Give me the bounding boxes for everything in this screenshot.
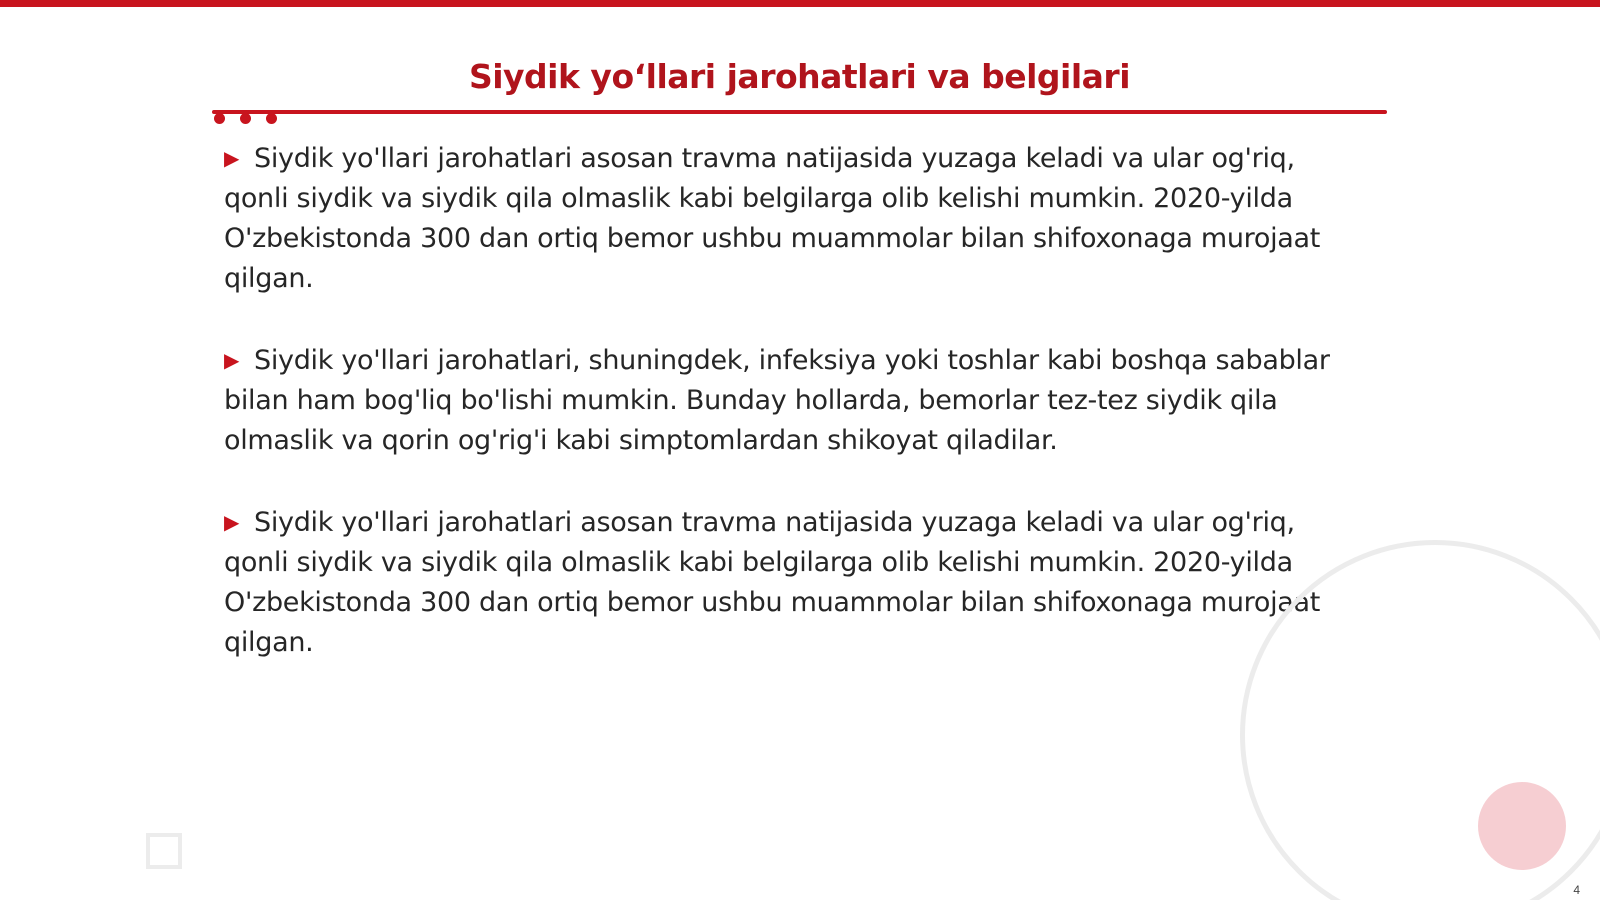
top-accent-bar	[0, 0, 1600, 7]
decorative-circle	[1478, 782, 1566, 870]
bullet-item	[224, 138, 1354, 299]
title-underline	[212, 110, 1387, 114]
decorative-dot	[266, 113, 277, 124]
bullet-item	[224, 502, 1354, 663]
bullet-text: Siydik yo'llari jarohatlari, shuningdek, infeksiya yoki toshlar kabi boshqa sabablar bilan ham bog'liq bo'lishi mumkin. Bunday hollarda, bemorlar tez-tez siydik qila olmaslik va qorin og'rig'i kabi simptomlardan shikoyat qiladilar.	[224, 345, 1330, 456]
decorative-dot	[214, 113, 225, 124]
bullet-arrow-icon: ▶	[224, 146, 240, 170]
bullet-list	[224, 138, 1354, 704]
decorative-dot	[240, 113, 251, 124]
slide-title: Siydik yo‘llari jarohatlari va belgilari	[468, 57, 1131, 96]
bullet-text: Siydik yo'llari jarohatlari asosan travma natijasida yuzaga keladi va ular og'riq, qonli siydik va siydik qila olmaslik kabi belgilarga olib kelishi mumkin. 2020-yilda O'zbekistonda 300 dan ortiq bemor ushbu muammolar bilan shifoxonaga murojaat qilgan.	[224, 143, 1321, 294]
bullet-arrow-icon: ▶	[224, 348, 240, 372]
bullet-text: Siydik yo'llari jarohatlari asosan travma natijasida yuzaga keladi va ular og'riq, qonli siydik va siydik qila olmaslik kabi belgilarga olib kelishi mumkin. 2020-yilda O'zbekistonda 300 dan ortiq bemor ushbu muammolar bilan shifoxonaga murojaat qilgan.	[224, 507, 1321, 658]
page-number: 4	[1573, 883, 1580, 897]
bullet-item	[224, 340, 1354, 461]
decorative-square	[146, 833, 182, 869]
bullet-arrow-icon: ▶	[224, 510, 240, 534]
